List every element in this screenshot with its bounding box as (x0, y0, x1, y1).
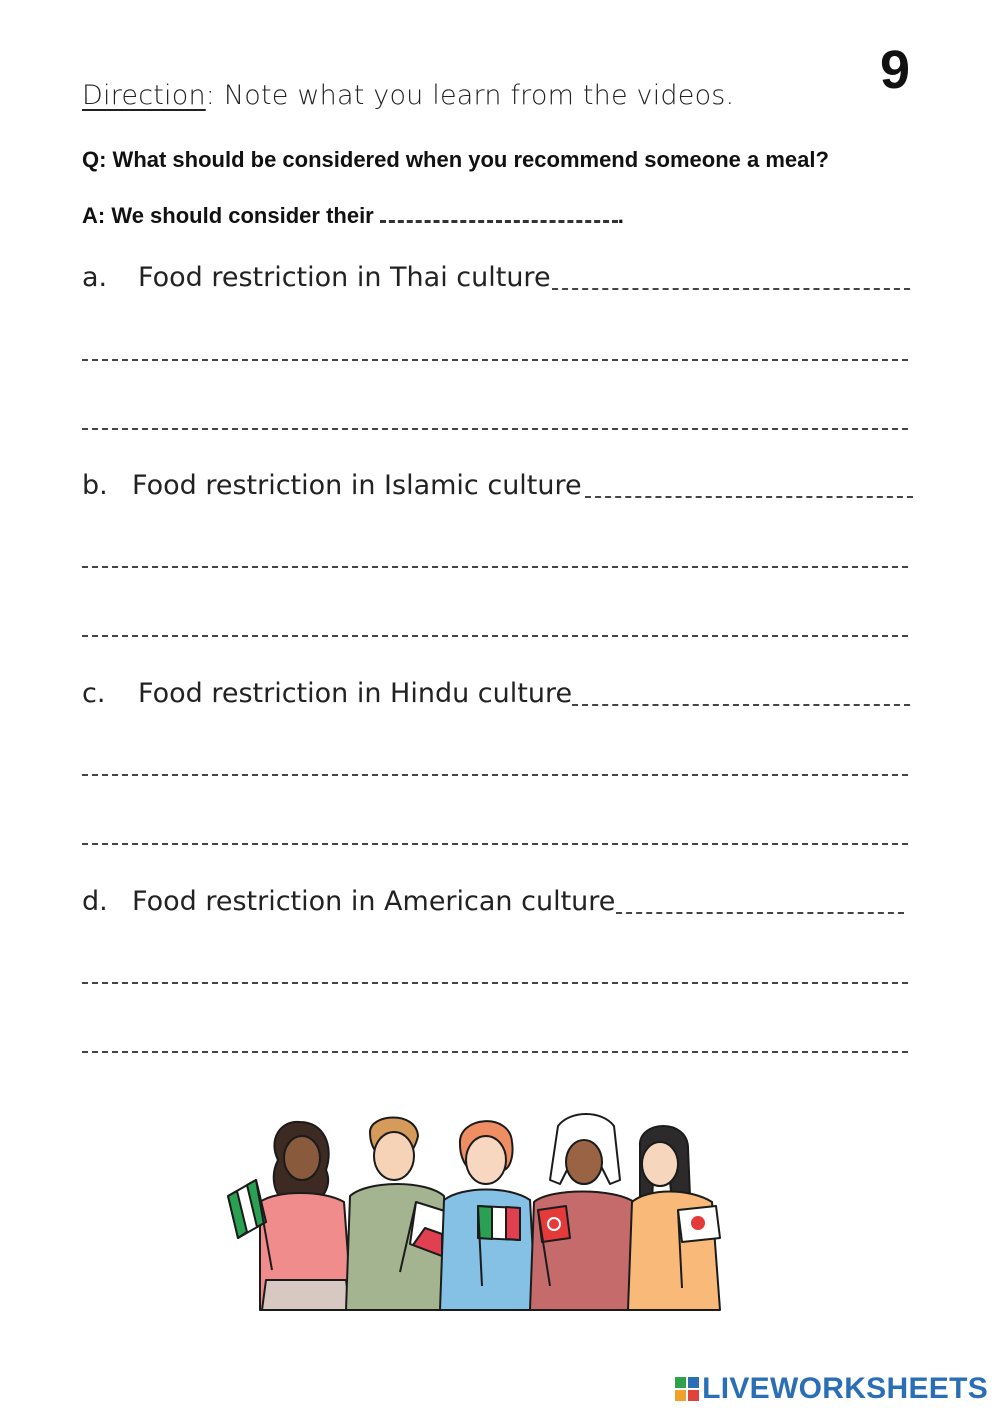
person-red (530, 1114, 640, 1310)
diverse-people-illustration (220, 1110, 750, 1320)
person-orange (628, 1126, 720, 1310)
answer-line-blank[interactable] (82, 428, 908, 430)
answer-blank[interactable] (572, 704, 910, 706)
item-letter: b. (82, 470, 108, 501)
answer-line-blank[interactable] (82, 843, 908, 845)
answer-line-blank[interactable] (82, 566, 908, 568)
answer-line-blank[interactable] (82, 774, 908, 776)
answer-line (82, 201, 624, 231)
answer-line-blank[interactable] (82, 1051, 908, 1053)
person-pink (228, 1122, 352, 1310)
item-letter: a. (82, 262, 108, 293)
item-label: Food restriction in Islamic culture (132, 470, 582, 501)
answer-line-blank[interactable] (82, 635, 908, 637)
answer-line-blank[interactable] (82, 982, 908, 984)
liveworksheets-brand[interactable] (675, 1372, 988, 1406)
liveworksheets-logo-icon (675, 1377, 699, 1401)
item-label: Food restriction in Hindu culture (138, 678, 573, 709)
answer-blank[interactable] (616, 912, 904, 914)
direction-line (82, 78, 734, 114)
person-green (346, 1118, 452, 1311)
item-islamic (82, 468, 582, 504)
item-american (82, 884, 615, 920)
question-text: Q: What should be considered when you recommend someone a meal? (82, 147, 829, 172)
answer-line-blank[interactable] (82, 359, 908, 361)
direction-label: Direction (82, 80, 206, 111)
item-letter: c. (82, 678, 106, 709)
brand-name: LIVEWORKSHEETS (702, 1372, 988, 1405)
answer-blank[interactable] (552, 288, 910, 290)
direction-text: : Note what you learn from the videos. (205, 80, 735, 111)
person-blue (440, 1121, 536, 1310)
answer-blank[interactable] (380, 202, 618, 223)
item-thai (82, 260, 551, 296)
page-number: 9 (880, 40, 911, 100)
answer-prefix: A: We should consider their (82, 203, 374, 228)
item-letter: d. (82, 886, 108, 917)
item-label: Food restriction in American culture (132, 886, 616, 917)
answer-suffix: . (617, 203, 624, 228)
item-hindu (82, 676, 572, 712)
answer-blank[interactable] (585, 496, 913, 498)
item-label: Food restriction in Thai culture (138, 262, 551, 293)
